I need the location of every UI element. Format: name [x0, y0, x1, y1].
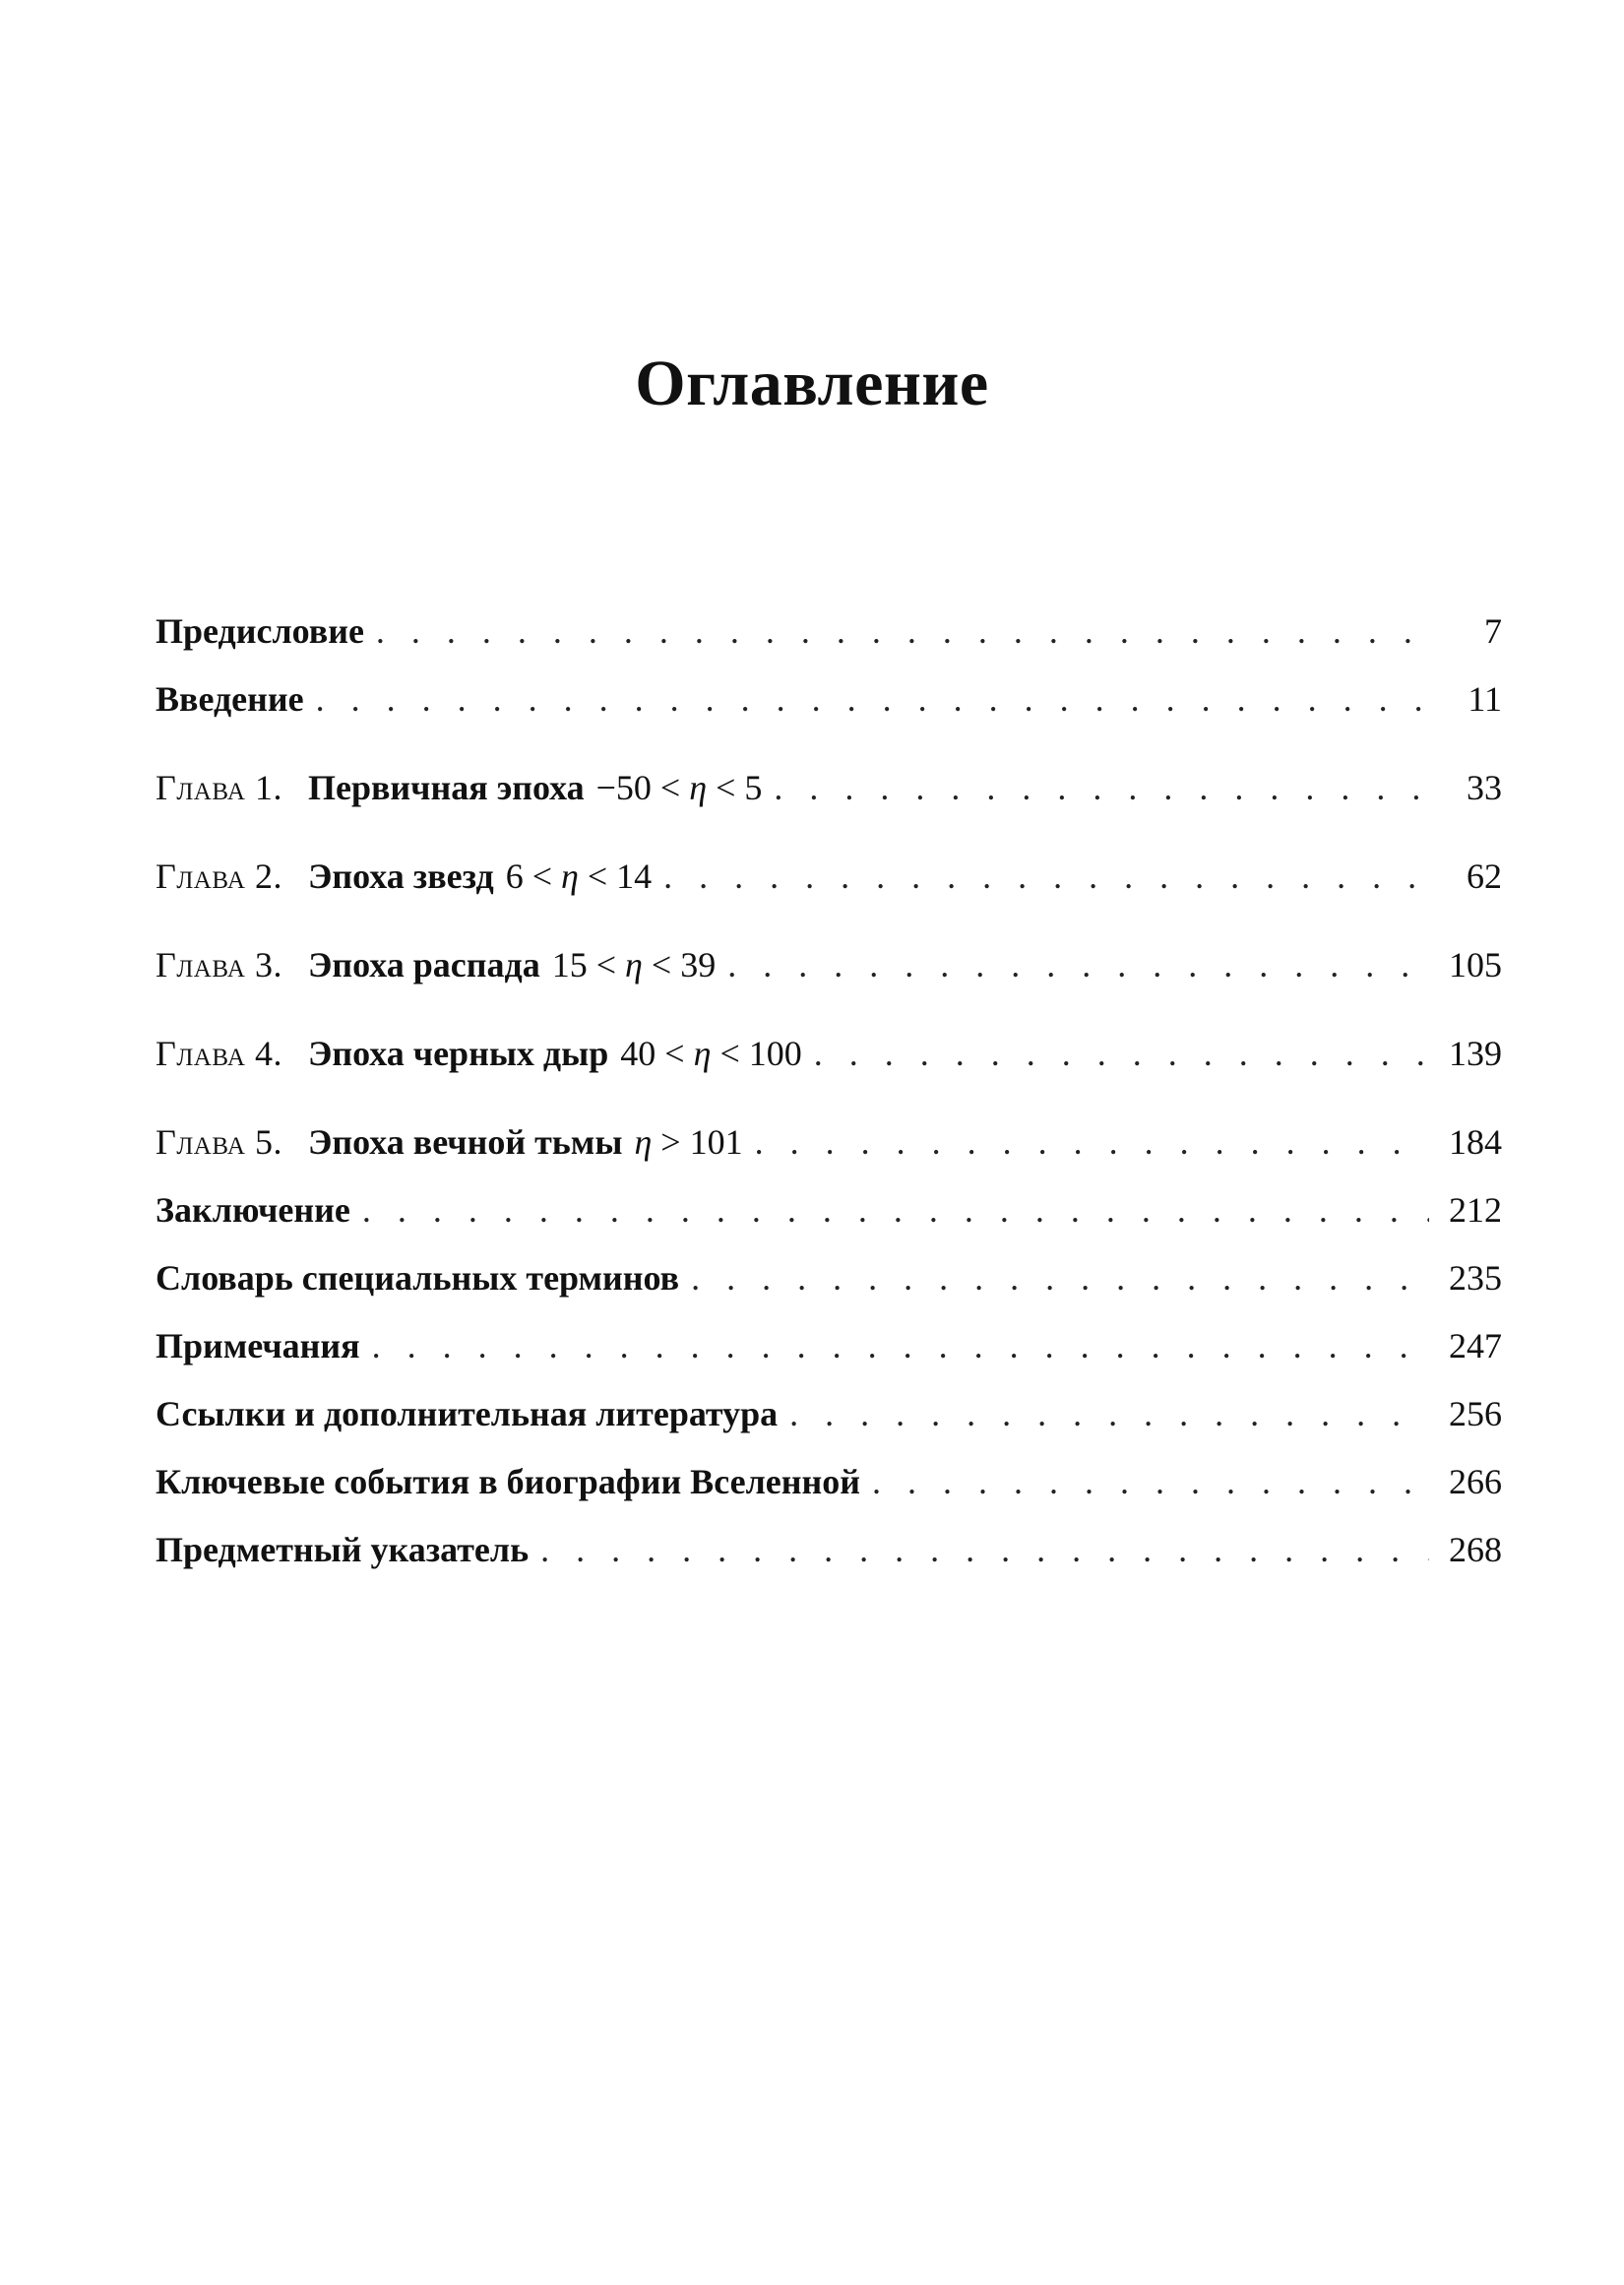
toc-page-number: 33 — [1467, 768, 1502, 807]
toc-entry-label: Заключение — [156, 1190, 350, 1230]
toc-entry-label: Эпоха распада — [307, 945, 540, 984]
dot-leader — [814, 1033, 1429, 1074]
toc-entry-notes[interactable] — [156, 1325, 1502, 1368]
dot-leader — [872, 1461, 1429, 1502]
chapter-prefix: Глава 4. — [156, 1034, 282, 1073]
toc-page-number: 139 — [1449, 1034, 1502, 1073]
math-left: −50 < — [595, 768, 681, 807]
toc-entry-subject-index[interactable] — [156, 1529, 1502, 1572]
dot-leader — [663, 856, 1429, 897]
dot-leader — [755, 1121, 1429, 1163]
math-left: 15 < — [551, 945, 617, 984]
eta-symbol: η — [625, 945, 643, 984]
chapter-prefix: Глава 5. — [156, 1122, 282, 1162]
eta-symbol: η — [561, 857, 579, 896]
math-right: > 101 — [660, 1122, 743, 1162]
dot-leader — [376, 610, 1429, 652]
chapter-prefix: Глава 3. — [156, 945, 282, 984]
math-left: 40 < — [620, 1034, 685, 1073]
eta-range — [596, 767, 763, 808]
dot-leader — [372, 1325, 1429, 1366]
math-right: < 100 — [719, 1034, 802, 1073]
toc-entry-chapter-5[interactable] — [156, 1121, 1502, 1165]
toc-entry-chapter-1[interactable] — [156, 767, 1502, 810]
toc-page-number: 184 — [1449, 1122, 1502, 1162]
toc-page-number: 247 — [1449, 1326, 1502, 1365]
toc-page-number: 11 — [1468, 679, 1502, 719]
dot-leader — [691, 1257, 1429, 1299]
toc-page-number: 256 — [1449, 1394, 1502, 1433]
toc-entry-preface[interactable] — [156, 610, 1502, 654]
table-of-contents — [156, 610, 1502, 1572]
toc-page-number: 266 — [1449, 1462, 1502, 1501]
toc-entry-chapter-4[interactable] — [156, 1033, 1502, 1076]
toc-entry-label: Первичная эпоха — [307, 768, 585, 807]
toc-entry-label: Предисловие — [156, 611, 364, 651]
toc-entry-label: Примечания — [156, 1326, 360, 1365]
dot-leader — [362, 1189, 1429, 1231]
toc-entry-label: Эпоха вечной тьмы — [307, 1122, 623, 1162]
math-right: < 5 — [716, 768, 763, 807]
dot-leader — [774, 767, 1429, 808]
eta-range — [620, 1033, 801, 1074]
toc-entry-label: Эпоха звезд — [307, 857, 494, 896]
toc-entry-introduction[interactable] — [156, 678, 1502, 722]
toc-entry-chapter-2[interactable] — [156, 856, 1502, 899]
eta-symbol: η — [689, 768, 708, 807]
math-left: 6 < — [505, 857, 552, 896]
toc-entry-label: Ключевые события в биографии Вселенной — [156, 1462, 860, 1501]
eta-range — [506, 856, 652, 897]
dot-leader — [789, 1393, 1429, 1434]
toc-entry-label: Ссылки и дополнительная литература — [156, 1394, 779, 1433]
toc-entry-references[interactable] — [156, 1393, 1502, 1436]
dot-leader — [316, 678, 1429, 720]
toc-entry-label: Введение — [156, 679, 304, 719]
chapter-prefix: Глава 2. — [156, 857, 282, 896]
toc-page-number: 212 — [1449, 1190, 1502, 1230]
math-right: < 14 — [587, 857, 653, 896]
chapter-prefix: Глава 1. — [156, 768, 282, 807]
eta-range — [634, 1121, 742, 1163]
toc-entry-key-events[interactable] — [156, 1461, 1502, 1504]
toc-page-number: 62 — [1467, 857, 1502, 896]
toc-entry-label: Словарь специальных терминов — [156, 1258, 680, 1298]
page-title: Оглавление — [635, 348, 989, 419]
toc-page-number: 105 — [1449, 945, 1502, 984]
dot-leader — [540, 1529, 1429, 1570]
toc-page-number: 235 — [1449, 1258, 1502, 1298]
dot-leader — [727, 944, 1429, 985]
toc-entry-chapter-3[interactable] — [156, 944, 1502, 987]
toc-entry-conclusion[interactable] — [156, 1189, 1502, 1233]
eta-symbol: η — [693, 1034, 712, 1073]
eta-symbol: η — [634, 1122, 653, 1162]
toc-entry-glossary[interactable] — [156, 1257, 1502, 1301]
toc-entry-label: Предметный указатель — [156, 1530, 530, 1569]
eta-range — [552, 944, 716, 985]
toc-page-number: 7 — [1484, 611, 1502, 651]
toc-page-number: 268 — [1449, 1530, 1502, 1569]
math-right: < 39 — [651, 945, 717, 984]
toc-entry-label: Эпоха черных дыр — [307, 1034, 609, 1073]
